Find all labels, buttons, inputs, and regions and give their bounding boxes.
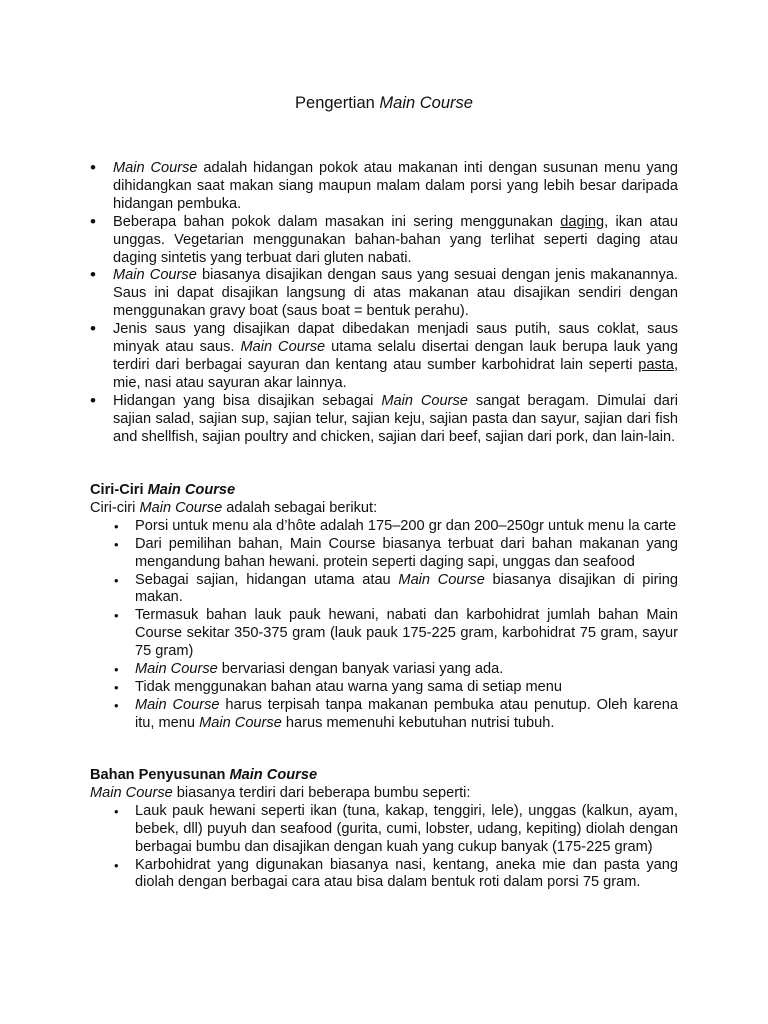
page-title: Pengertian Main Course xyxy=(295,94,473,112)
list-item: • Main Course bervariasi dengan banyak variasi yang ada. xyxy=(112,661,678,679)
definition-section xyxy=(90,160,678,447)
list-item: • Jenis saus yang disajikan dapat dibedakan menjadi saus putih, saus coklat, saus minyak atau saus. Main Course utama selalu disertai dengan lauk berupa lauk yang terdiri dari berbagai sayuran dan kentang atau sumber karbohidrat lain seperti pasta, mie, nasi atau sayuran akar lainnya. xyxy=(90,321,678,393)
section-heading: Bahan Penyusunan Main Course xyxy=(90,767,318,783)
ingredients-list xyxy=(112,803,678,893)
characteristics-list xyxy=(112,518,678,733)
list-item: • Main Course adalah hidangan pokok atau makanan inti dengan susunan menu yang dihidangkan saat makan siang maupun malam dalam porsi yang lebih besar daripada hidangan pembuka. xyxy=(90,160,678,214)
list-item: • Tidak menggunakan bahan atau warna yang sama di setiap menu xyxy=(112,679,678,697)
list-item: • Dari pemilihan bahan, Main Course biasanya terbuat dari bahan makanan yang mengandung bahan hewani. protein seperti daging sapi, unggas dan seafood xyxy=(112,536,678,572)
section-intro: Main Course biasanya terdiri dari beberapa bumbu seperti: xyxy=(90,784,471,801)
list-item: • Main Course harus terpisah tanpa makanan pembuka atau penutup. Oleh karena itu, menu Main Course harus memenuhi kebutuhan nutrisi tubuh. xyxy=(112,697,678,733)
ingredients-section xyxy=(90,767,678,892)
list-item: • Karbohidrat yang digunakan biasanya nasi, kentang, aneka mie dan pasta yang diolah dengan berbagai cara atau bisa dalam bentuk roti dalam porsi 75 gram. xyxy=(112,857,678,893)
list-item: • Beberapa bahan pokok dalam masakan ini sering menggunakan daging, ikan atau unggas. Vegetarian menggunakan bahan-bahan yang terlihat seperti daging atau daging sintetis yang terbuat dari gluten nabati. xyxy=(90,214,678,268)
pasta-link[interactable]: pasta xyxy=(638,356,674,373)
characteristics-section xyxy=(90,482,678,733)
daging-link[interactable]: daging xyxy=(560,213,605,230)
list-item: • Hidangan yang bisa disajikan sebagai Main Course sangat beragam. Dimulai dari sajian salad, sajian sup, sajian telur, sajian keju, sajian pasta dan sayur, sajian dari fish and shellfish, sajian poultry and chicken, sajian dari beef, sajian dari pork, dan lain-lain. xyxy=(90,393,678,447)
definition-list xyxy=(90,160,678,447)
list-item: • Porsi untuk menu ala d’hôte adalah 175–200 gr dan 200–250gr untuk menu la carte xyxy=(112,518,678,536)
list-item: • Termasuk bahan lauk pauk hewani, nabati dan karbohidrat jumlah bahan Main Course sekitar 350-375 gram (lauk pauk 175-225 gram, karbohidrat 75 gram, sayur 75 gram) xyxy=(112,607,678,661)
list-item: • Sebagai sajian, hidangan utama atau Main Course biasanya disajikan di piring makan. xyxy=(112,572,678,608)
section-intro: Ciri-ciri Main Course adalah sebagai berikut: xyxy=(90,499,378,516)
list-item: • Main Course biasanya disajikan dengan saus yang sesuai dengan jenis makanannya. Saus ini dapat disajikan langsung di atas makanan atau disajikan sendiri dengan menggunakan gravy boat (saus boat = bentuk perahu). xyxy=(90,267,678,321)
section-heading: Ciri-Ciri Main Course xyxy=(90,482,236,498)
list-item: • Lauk pauk hewani seperti ikan (tuna, kakap, tenggiri, lele), unggas (kalkun, ayam, bebek, dll) puyuh dan seafood (gurita, cumi, lobster, udang, kepiting) diolah dengan berbagai bumbu dan disajikan dengan kuah yang cukup banyak (175-225 gram) xyxy=(112,803,678,857)
